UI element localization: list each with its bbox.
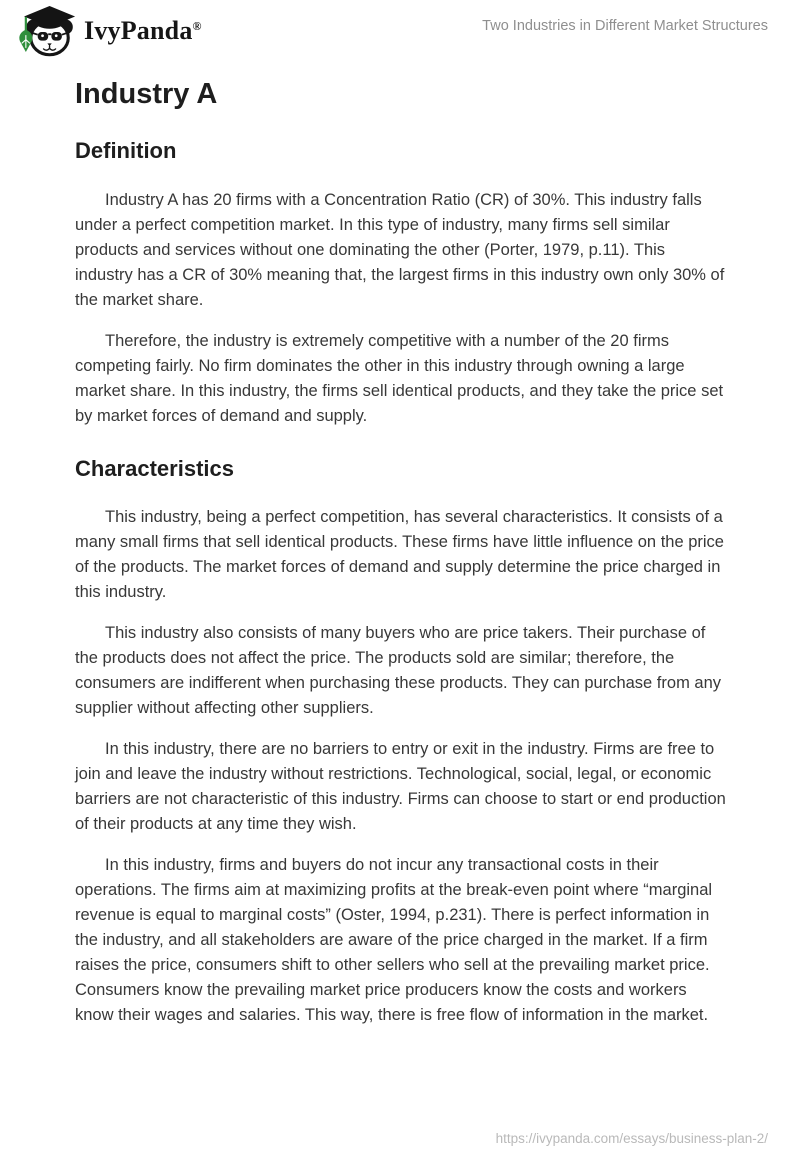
paragraph-characteristics-3: In this industry, there are no barriers to entry or exit in the industry. Firms are free to join and leave the industry without restrictions. Technological, social, legal, or economic barriers are not characteristic of this industry. Firms can choose to start or end production of their products at any time they wish. [75, 740, 726, 834]
content [0, 78, 800, 1028]
paragraph-characteristics-1: This industry, being a perfect competition, has several characteristics. It consists of a many small firms that sell identical products. These firms have little influence on the price of the products. The market forces of demand and supply determine the price charged in this industry. [75, 508, 724, 602]
paragraph-definition-2: Therefore, the industry is extremely competitive with a number of the 20 firms competing fairly. No firm dominates the other in this industry through owning a large market share. In this industry, the firms sell identical products, and they take the price set by market forces of demand and supply. [75, 331, 724, 425]
page-title: Industry A [75, 78, 218, 110]
paragraph-characteristics-2: This industry also consists of many buyers who are price takers. Their purchase of the products does not affect the price. The products sold are similar; therefore, the consumers are indifferent when purchasing these products. They can purchase from any supplier without affecting other suppliers. [75, 624, 721, 718]
section-heading-characteristics: Characteristics [75, 455, 234, 481]
paragraph-definition-1: Industry A has 20 firms with a Concentration Ratio (CR) of 30%. This industry falls under a perfect competition market. In this type of industry, many firms sell similar products and services without one dominating the other (Porter, 1979, p.11). This industry has a CR of 30% meaning that, the largest firms in this industry own only 30% of the market share. [75, 190, 725, 309]
document-title: Two Industries in Different Market Structures [482, 18, 768, 34]
ivypanda-panda-logo-icon [14, 5, 76, 58]
brand-name [84, 16, 202, 46]
registered-trademark-symbol: ® [192, 19, 202, 33]
section-heading-definition: Definition [75, 138, 177, 164]
brand[interactable] [14, 5, 202, 58]
source-url-link[interactable]: https://ivypanda.com/essays/business-plan-2/ [495, 1131, 768, 1146]
paragraph-characteristics-4: In this industry, firms and buyers do not incur any transactional costs in their operations. The firms aim at maximizing profits at the break-even point where “marginal revenue is equal to marginal costs” (Oster, 1994, p.231). There is perfect information in the industry, and all stakeholders are aware of the price charged in the market. If a firm raises the price, consumers shift to other sellers who sell at the prevailing market price. Consumers know the prevailing market price producers know the costs and workers know their wages and salaries. This way, there is free flow of information in the market. [75, 856, 713, 1025]
brand-name-text: IvyPanda [84, 16, 193, 45]
footer [496, 1130, 768, 1148]
header [0, 0, 800, 58]
